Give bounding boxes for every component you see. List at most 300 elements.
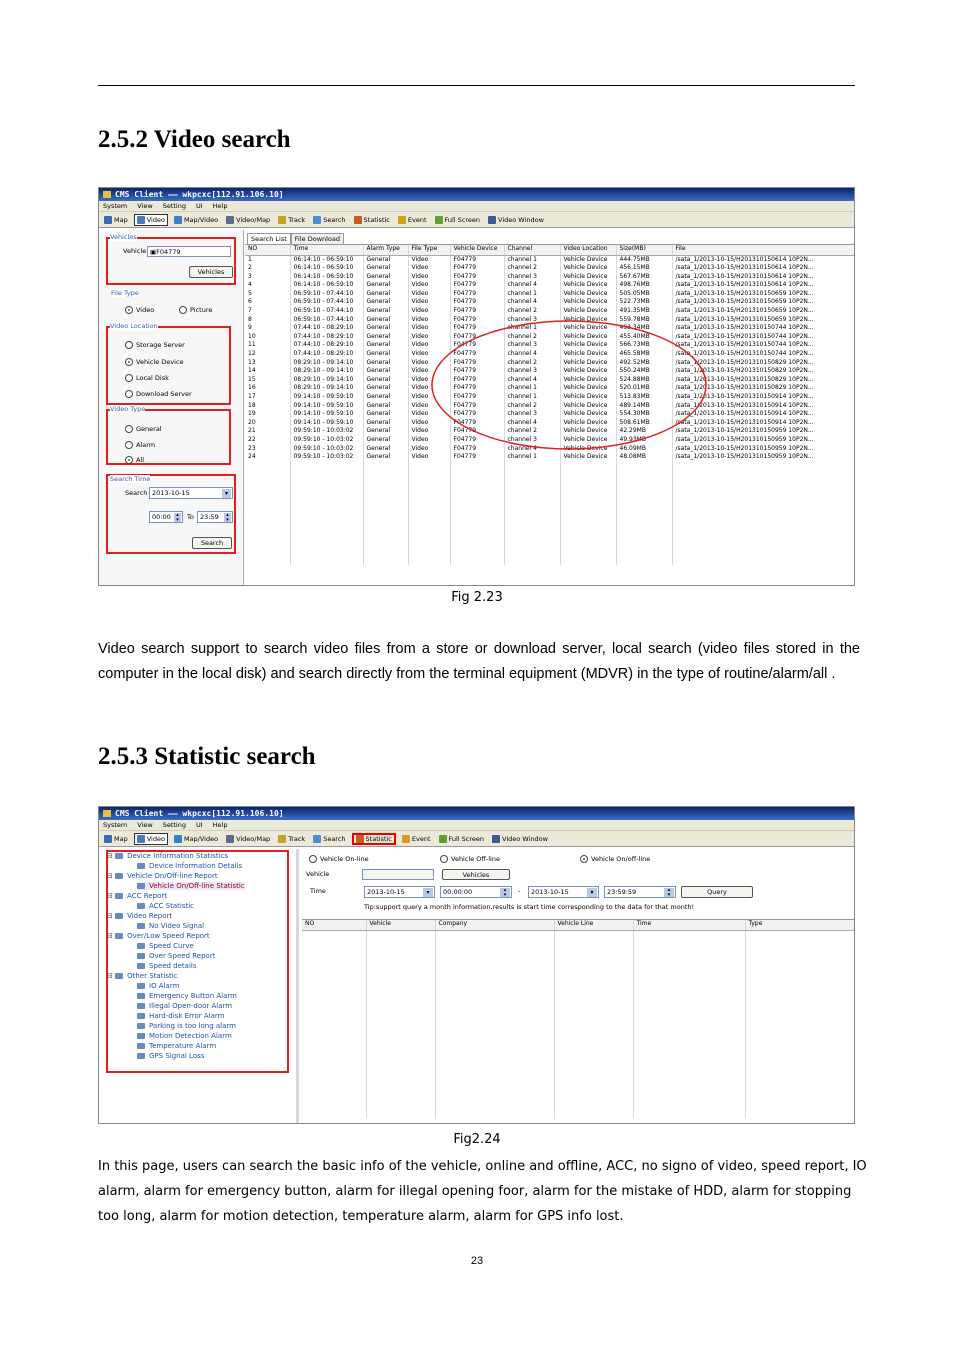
empty-cell (745, 939, 855, 948)
tree-item[interactable] (137, 1002, 232, 1010)
tree-item[interactable] (137, 1012, 224, 1020)
table-cell: /sata_1/2013-10-15/H201310150914 10P2N... (672, 402, 855, 411)
chevron-down-icon[interactable]: ▾ (222, 489, 231, 498)
table-cell: F04779 (450, 316, 504, 325)
statistic-query-panel (302, 849, 855, 1124)
toolbar-label: Video (146, 215, 165, 224)
table-cell: channel 2 (504, 427, 560, 436)
table-cell: Vehicle Device (560, 307, 616, 316)
toolbar-label: Track (288, 834, 306, 843)
empty-cell (745, 1059, 855, 1068)
vehicles-group-title: Vehicles (110, 233, 137, 241)
vehicles-button[interactable]: Vehicles (442, 869, 510, 880)
toolbar-video-button[interactable] (134, 833, 168, 845)
table-cell: Vehicle Device (560, 333, 616, 342)
column-header[interactable]: Size(MB) (616, 245, 672, 255)
tree-item-label: ACC Report (127, 892, 167, 900)
highlight-ellipse-overlay (99, 188, 855, 586)
table-cell: 513.83MB (616, 393, 672, 402)
menu-item-ui[interactable]: UI (195, 821, 203, 829)
table-cell: 09:59:10 - 10:03:02 (290, 453, 363, 462)
online-radio[interactable] (309, 855, 317, 863)
empty-cell (366, 964, 435, 973)
tree-item[interactable] (137, 882, 245, 890)
type-general-label: General (136, 425, 162, 433)
table-cell: /sata_1/2013-10-15/H201310150914 10P2N... (672, 393, 855, 402)
offline-radio[interactable] (440, 855, 448, 863)
empty-cell (435, 1102, 554, 1111)
tree-item[interactable] (137, 952, 215, 960)
empty-cell (633, 982, 745, 991)
empty-cell (435, 1007, 554, 1016)
tree-item[interactable] (137, 942, 194, 950)
table-cell: General (363, 341, 408, 350)
tree-item-label: Video Report (127, 912, 173, 920)
empty-row (302, 1016, 855, 1025)
table-cell: 559.78MB (616, 316, 672, 325)
tree-item[interactable] (137, 1022, 236, 1030)
vehicle-label: Vehicle (306, 870, 330, 878)
toolbar-statistic-button[interactable] (352, 833, 396, 845)
spinner-icon[interactable]: ▴ ▾ (500, 888, 510, 897)
time-to-value: 23:59:59 (607, 888, 637, 896)
toolbar-video-map-button[interactable] (224, 833, 272, 845)
chevron-down-icon[interactable]: ▾ (423, 888, 433, 897)
tree-item[interactable] (137, 1032, 232, 1040)
tree-item[interactable] (137, 1042, 216, 1050)
loc-storage-label: Storage Server (136, 341, 185, 349)
empty-cell (633, 1076, 745, 1085)
empty-cell (435, 964, 554, 973)
table-cell: 14 (245, 367, 290, 376)
menu-item-ui[interactable]: UI (195, 202, 203, 210)
expand-icon[interactable]: ⊟ (107, 972, 116, 980)
empty-cell (633, 939, 745, 948)
table-cell: 06:59:10 - 07:44:10 (290, 290, 363, 299)
time-to-value: 23:59 (200, 513, 219, 521)
date-to-field[interactable] (528, 886, 599, 898)
table-cell: channel 1 (504, 384, 560, 393)
empty-cell (554, 939, 633, 948)
empty-row (302, 947, 855, 956)
table-cell: channel 1 (504, 255, 560, 264)
column-header[interactable]: Company (435, 920, 554, 930)
menu-item-view[interactable]: View (137, 202, 153, 210)
table-cell: channel 3 (504, 367, 560, 376)
table-cell: General (363, 376, 408, 385)
table-cell: Video (408, 402, 450, 411)
empty-cell (745, 930, 855, 939)
time-to-field[interactable] (604, 886, 676, 898)
table-cell: 46.09MB (616, 445, 672, 454)
table-cell: /sata_1/2013-10-15/H201310150744 10P2N... (672, 350, 855, 359)
table-cell: Video (408, 316, 450, 325)
video-map-icon (226, 835, 234, 843)
empty-cell (633, 956, 745, 965)
table-cell: Video (408, 324, 450, 333)
table-cell: 09:59:10 - 10:03:02 (290, 445, 363, 454)
table-cell: 465.58MB (616, 350, 672, 359)
empty-cell (302, 1025, 366, 1034)
column-header[interactable]: NO (245, 245, 290, 255)
tree-item[interactable] (137, 862, 242, 870)
tree-item-label: Vehicle On/Off-line Statistic (149, 882, 245, 890)
empty-cell (435, 1110, 554, 1119)
table-cell: channel 3 (504, 273, 560, 282)
empty-row (302, 939, 855, 948)
empty-cell (633, 999, 745, 1008)
table-cell: 524.88MB (616, 376, 672, 385)
column-header[interactable]: File Type (408, 245, 450, 255)
table-cell: General (363, 436, 408, 445)
tab-file-download[interactable]: File Download (291, 233, 344, 244)
time-from-field[interactable] (440, 886, 512, 898)
table-cell: channel 3 (504, 316, 560, 325)
page-number: 23 (470, 1255, 484, 1267)
table-cell: F04779 (450, 427, 504, 436)
screenshot-statistic-search (98, 806, 855, 1124)
table-cell: Video (408, 410, 450, 419)
table-cell: /sata_1/2013-10-15/H201310150614 10P2N... (672, 281, 855, 290)
spinner-icon[interactable]: ▴ ▾ (664, 888, 674, 897)
table-cell: Vehicle Device (560, 376, 616, 385)
tree-item[interactable] (137, 962, 197, 970)
tree-item[interactable] (137, 992, 237, 1000)
onoff-radio[interactable] (580, 855, 588, 863)
report-icon (137, 963, 145, 969)
folder-icon (115, 973, 123, 979)
table-cell: channel 2 (504, 359, 560, 368)
section-title-statistic-search: 2.5.3 Statistic search (98, 743, 316, 770)
empty-cell (633, 1059, 745, 1068)
empty-cell (366, 982, 435, 991)
figure-caption-2-23: Fig 2.23 (451, 590, 503, 605)
empty-cell (302, 964, 366, 973)
toolbar-label: Map (114, 834, 128, 843)
table-cell: General (363, 298, 408, 307)
empty-cell (745, 1007, 855, 1016)
empty-cell (366, 1068, 435, 1077)
empty-cell (435, 1042, 554, 1051)
empty-row (302, 973, 855, 982)
table-cell: General (363, 453, 408, 462)
menu-item-setting[interactable]: Setting (162, 202, 186, 210)
track-icon (278, 835, 286, 843)
query-tip: Tip:support query a month information,results is start time corresponding to the data for that month! (364, 903, 695, 911)
empty-cell (302, 1076, 366, 1085)
table-cell: 23 (245, 445, 290, 454)
empty-cell (366, 999, 435, 1008)
table-cell: channel 2 (504, 264, 560, 273)
toolbar-map-button[interactable] (102, 833, 130, 845)
column-header[interactable]: Time (290, 245, 363, 255)
toolbar-label: Search (323, 834, 346, 843)
tree-item-label: Hard-disk Error Alarm (149, 1012, 225, 1020)
date-from-value: 2013-10-15 (367, 888, 405, 896)
empty-cell (554, 982, 633, 991)
menu-item-setting[interactable]: Setting (162, 821, 186, 829)
tree-item[interactable] (107, 912, 172, 920)
table-cell: 2 (245, 264, 290, 273)
empty-cell (554, 1016, 633, 1025)
empty-cell (435, 930, 554, 939)
empty-cell (633, 1068, 745, 1077)
tree-item-label: ACC Statistic (149, 902, 195, 910)
menu-item-help[interactable]: Help (212, 821, 228, 829)
tree-item-label: Motion Detection Alarm (149, 1032, 232, 1040)
table-cell: F04779 (450, 376, 504, 385)
empty-cell (745, 973, 855, 982)
column-header[interactable]: NO (302, 920, 366, 930)
table-cell: 09:14:10 - 09:59:10 (290, 402, 363, 411)
empty-cell (435, 1068, 554, 1077)
menu-item-system[interactable]: System (103, 202, 128, 210)
tree-item[interactable] (107, 892, 167, 900)
table-cell: 18 (245, 402, 290, 411)
toolbar-event-button[interactable] (400, 833, 433, 845)
empty-row (302, 1033, 855, 1042)
screenshot-video-search (98, 187, 855, 586)
column-header[interactable]: Channel (504, 245, 560, 255)
column-header[interactable]: Vehicle (366, 920, 435, 930)
empty-row (302, 982, 855, 991)
table-cell: 06:14:10 - 06:59:10 (290, 273, 363, 282)
empty-cell (435, 1059, 554, 1068)
table-cell: F04779 (450, 359, 504, 368)
table-cell: Video (408, 290, 450, 299)
table-cell: channel 3 (504, 436, 560, 445)
empty-cell (302, 1059, 366, 1068)
expand-icon[interactable]: ⊟ (107, 912, 116, 920)
date-from-field[interactable] (364, 886, 435, 898)
table-cell: 520.01MB (616, 384, 672, 393)
table-cell: General (363, 273, 408, 282)
menu-item-system[interactable]: System (103, 821, 128, 829)
to-label: To (187, 513, 194, 521)
table-cell: 566.73MB (616, 341, 672, 350)
empty-cell (745, 1068, 855, 1077)
video-window-icon (492, 835, 500, 843)
table-cell: channel 4 (504, 419, 560, 428)
empty-cell (554, 999, 633, 1008)
table-cell: F04779 (450, 341, 504, 350)
tree-item[interactable] (137, 902, 194, 910)
vehicles-button[interactable]: Vehicles (189, 266, 233, 278)
search-time-group-title: Search Time (110, 475, 151, 483)
table-cell: General (363, 445, 408, 454)
empty-cell (435, 1050, 554, 1059)
tree-item-label: Parking is too long alarm (149, 1022, 236, 1030)
column-header[interactable]: File (672, 245, 855, 255)
empty-cell (302, 930, 366, 939)
column-header[interactable]: Vehicle Line (554, 920, 633, 930)
column-header[interactable]: Time (633, 920, 745, 930)
empty-cell (366, 1050, 435, 1059)
table-cell: 06:59:10 - 07:44:10 (290, 298, 363, 307)
menu-bar (99, 820, 854, 831)
report-icon (137, 1053, 145, 1059)
table-cell: Video (408, 298, 450, 307)
tree-item[interactable] (107, 872, 218, 880)
empty-cell (302, 1093, 366, 1102)
expand-icon[interactable]: ⊟ (107, 852, 116, 860)
toolbar-video-window-button[interactable] (490, 833, 550, 845)
table-cell: /sata_1/2013-10-15/H201310150744 10P2N... (672, 333, 855, 342)
table-cell: 508.61MB (616, 419, 672, 428)
empty-row (302, 1093, 855, 1102)
table-cell: Vehicle Device (560, 384, 616, 393)
toolbar-label: Event (407, 215, 427, 224)
table-cell: 11 (245, 341, 290, 350)
tree-item-label: IO Alarm (149, 982, 180, 990)
column-header[interactable]: Video Location (560, 245, 616, 255)
folder-icon (115, 873, 123, 879)
empty-cell (435, 939, 554, 948)
empty-cell (554, 1093, 633, 1102)
toolbar-label: Search (323, 215, 346, 224)
empty-cell (554, 1076, 633, 1085)
table-cell: 7 (245, 307, 290, 316)
empty-cell (302, 1007, 366, 1016)
vehicle-label: Vehicle (123, 247, 147, 255)
spinner-icon[interactable]: ▴ ▾ (174, 513, 181, 522)
table-cell: 09:14:10 - 09:59:10 (290, 410, 363, 419)
table-cell: 21 (245, 427, 290, 436)
online-label: Vehicle On-line (320, 855, 369, 863)
folder-icon (115, 853, 123, 859)
menu-item-view[interactable]: View (137, 821, 153, 829)
table-cell: Video (408, 307, 450, 316)
toolbar-map-video-button[interactable] (172, 833, 220, 845)
empty-row (302, 990, 855, 999)
report-icon (137, 863, 145, 869)
empty-cell (435, 1085, 554, 1094)
table-cell: channel 1 (504, 393, 560, 402)
expand-icon[interactable]: ⊟ (107, 872, 116, 880)
table-cell: /sata_1/2013-10-15/H201310150744 10P2N... (672, 324, 855, 333)
column-header[interactable]: Alarm Type (363, 245, 408, 255)
table-cell: Vehicle Device (560, 324, 616, 333)
tree-item[interactable] (107, 972, 178, 980)
tree-item[interactable] (137, 922, 204, 930)
table-cell: F04779 (450, 367, 504, 376)
tab-search-list[interactable]: Search List (247, 233, 291, 244)
table-cell: 3 (245, 273, 290, 282)
table-cell: 16 (245, 384, 290, 393)
full-screen-icon (439, 835, 447, 843)
table-cell: channel 1 (504, 290, 560, 299)
empty-row (302, 1025, 855, 1034)
column-header[interactable]: Type (745, 920, 855, 930)
table-cell: Vehicle Device (560, 290, 616, 299)
spinner-icon[interactable]: ▴ ▾ (224, 513, 231, 522)
empty-cell (554, 947, 633, 956)
vehicle-field[interactable] (362, 869, 434, 880)
paragraph-statistic-search: In this page, users can search the basic info of the vehicle, online and offline, ACC, no signo of video, speed report, IO alarm, alarm for emergency button, alarm for illegal opening foor, alarm for the mistake of HDD, alarm for stopping too long, alarm for motion detection, temperature alarm, alarm for GPS info lost. (98, 1159, 867, 1224)
loc-vehicle-label: Vehicle Device (136, 358, 184, 366)
empty-cell (302, 999, 366, 1008)
empty-cell (302, 982, 366, 991)
empty-cell (366, 1110, 435, 1119)
table-cell: 8 (245, 316, 290, 325)
table-cell: Vehicle Device (560, 445, 616, 454)
table-cell: 498.76MB (616, 281, 672, 290)
table-cell: F04779 (450, 453, 504, 462)
tree-item[interactable] (137, 1052, 204, 1060)
filetype-picture-label: Picture (190, 306, 213, 314)
toolbar-track-button[interactable] (276, 833, 307, 845)
empty-row (302, 1102, 855, 1111)
table-cell: channel 4 (504, 281, 560, 290)
toolbar-search-button[interactable] (311, 833, 347, 845)
empty-cell (366, 973, 435, 982)
table-cell: Video (408, 436, 450, 445)
report-icon (137, 1003, 145, 1009)
table-cell: 17 (245, 393, 290, 402)
toolbar-full-screen-button[interactable] (437, 833, 487, 845)
empty-cell (366, 1085, 435, 1094)
table-cell: Vehicle Device (560, 419, 616, 428)
table-cell: Vehicle Device (560, 255, 616, 264)
table-cell: 456.15MB (616, 264, 672, 273)
tree-item-label: Over Speed Report (149, 952, 216, 960)
table-cell: 10 (245, 333, 290, 342)
empty-cell (302, 1085, 366, 1094)
search-button[interactable]: Search (192, 537, 232, 549)
figure-caption-2-24: Fig2.24 (453, 1132, 501, 1147)
empty-cell (554, 1007, 633, 1016)
range-dash: - (518, 887, 521, 895)
table-cell: F04779 (450, 298, 504, 307)
empty-cell (554, 956, 633, 965)
date-to-value: 2013-10-15 (531, 888, 569, 896)
empty-cell (366, 947, 435, 956)
chevron-down-icon[interactable]: ▾ (587, 888, 597, 897)
tree-item-label: Illegal Open-door Alarm (149, 1002, 233, 1010)
tree-item[interactable] (107, 852, 228, 860)
table-cell: F04779 (450, 307, 504, 316)
tree-item[interactable] (137, 982, 179, 990)
table-cell: Video (408, 453, 450, 462)
table-cell: General (363, 419, 408, 428)
table-cell: 08:29:10 - 09:14:10 (290, 359, 363, 368)
tree-item[interactable] (107, 932, 210, 940)
table-cell: Vehicle Device (560, 264, 616, 273)
table-cell: F04779 (450, 264, 504, 273)
table-cell: 22 (245, 436, 290, 445)
table-cell: 554.30MB (616, 410, 672, 419)
table-cell: /sata_1/2013-10-15/H201310150614 10P2N... (672, 273, 855, 282)
table-cell: /sata_1/2013-10-15/H201310150614 10P2N... (672, 264, 855, 273)
empty-cell (302, 1016, 366, 1025)
empty-cell (745, 982, 855, 991)
query-button[interactable]: Query (681, 886, 753, 898)
empty-cell (633, 964, 745, 973)
empty-row (302, 999, 855, 1008)
toolbar-label: Map (114, 215, 128, 224)
window-titlebar (99, 807, 854, 820)
expand-icon[interactable]: ⊟ (107, 932, 116, 940)
empty-cell (366, 956, 435, 965)
column-header[interactable]: Vehicle Device (450, 245, 504, 255)
menu-item-help[interactable]: Help (212, 202, 228, 210)
table-cell: F04779 (450, 350, 504, 359)
report-icon (137, 903, 145, 909)
empty-row (302, 1007, 855, 1016)
expand-icon[interactable]: ⊟ (107, 892, 116, 900)
table-cell: 15 (245, 376, 290, 385)
table-cell: Video (408, 273, 450, 282)
